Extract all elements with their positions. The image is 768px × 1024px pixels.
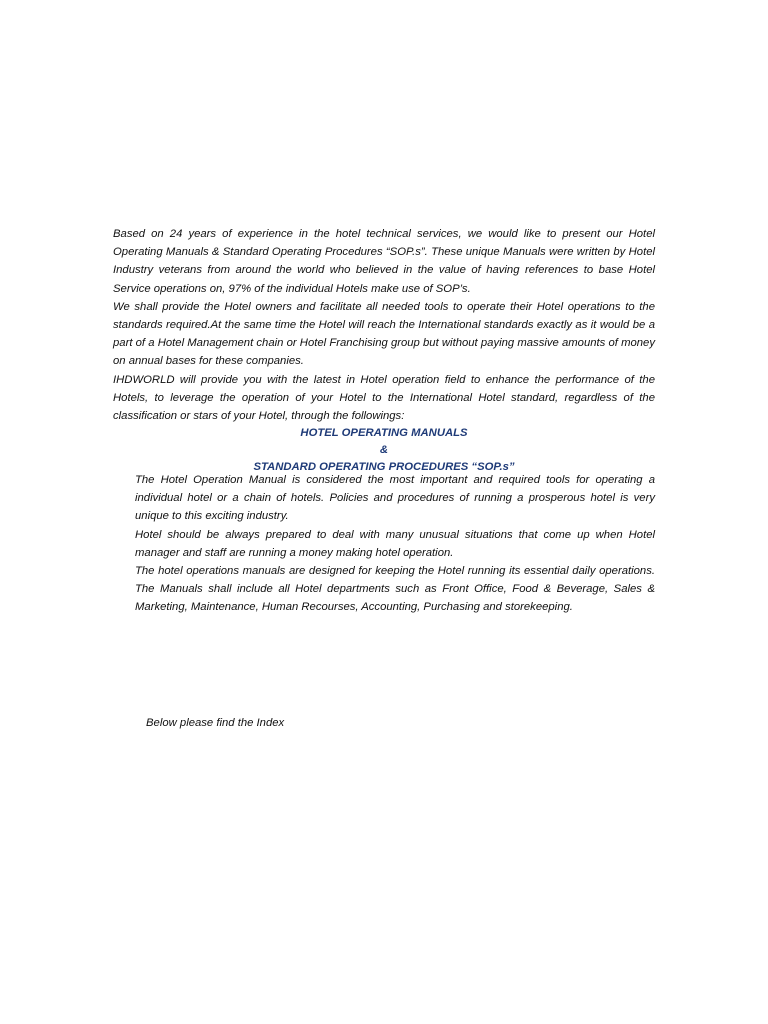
intro-paragraph-ihdworld: IHDWORLD will provide you with the latest in Hotel operation field to enhance the performance of the Hotels, to leverage the operation of your Hotel to the International Hotel standard, regardless of the classification or stars of your Hotel, through the followings: xyxy=(113,373,655,423)
heading-line-ampersand: & xyxy=(379,444,389,456)
detail-paragraph-departments: The hotel operations manuals are designed for keeping the Hotel running its essential daily operations. The Manuals shall include all Hotel departments such as Front Office, Food & Beverage, Sales & Marketing, Maintenance, Human Recourses, Accounting, Purchasing and storekeeping. xyxy=(135,565,655,614)
detail-paragraph-manual: The Hotel Operation Manual is considered the most important and required tools for operating a individual hotel or a chain of hotels. Policies and procedures of running a prosperous hotel is very unique to this exciting industry. xyxy=(135,474,655,523)
detail-section xyxy=(135,471,655,617)
intro-section xyxy=(113,225,655,425)
index-note: Below please find the Index xyxy=(146,717,285,729)
detail-paragraph-prepared: Hotel should be always prepared to deal with many unusual situations that come up when Hotel manager and staff are running a money making hotel operation. xyxy=(135,528,655,559)
intro-paragraph-experience: Based on 24 years of experience in the hotel technical services, we would like to present our Hotel Operating Manuals & Standard Operating Procedures “SOP.s”. These unique Manuals were written by Hotel Industry veterans from around the world who believed in the value of having references to base Hotel Service operations on, 97% of the individual Hotels make use of SOP’s. xyxy=(113,228,655,295)
heading-line-manuals: HOTEL OPERATING MANUALS xyxy=(300,427,468,439)
intro-paragraph-owners: We shall provide the Hotel owners and facilitate all needed tools to operate their Hotel operations to the standards required.At the same time the Hotel will reach the International standards exactly as it would be a part of a Hotel Management chain or Hotel Franchising group but without paying massive amounts of money on annual bases for these companies. xyxy=(113,300,655,368)
heading-line-sops: STANDARD OPERATING PROCEDURES “SOP.s” xyxy=(253,461,515,473)
section-heading xyxy=(113,425,655,476)
